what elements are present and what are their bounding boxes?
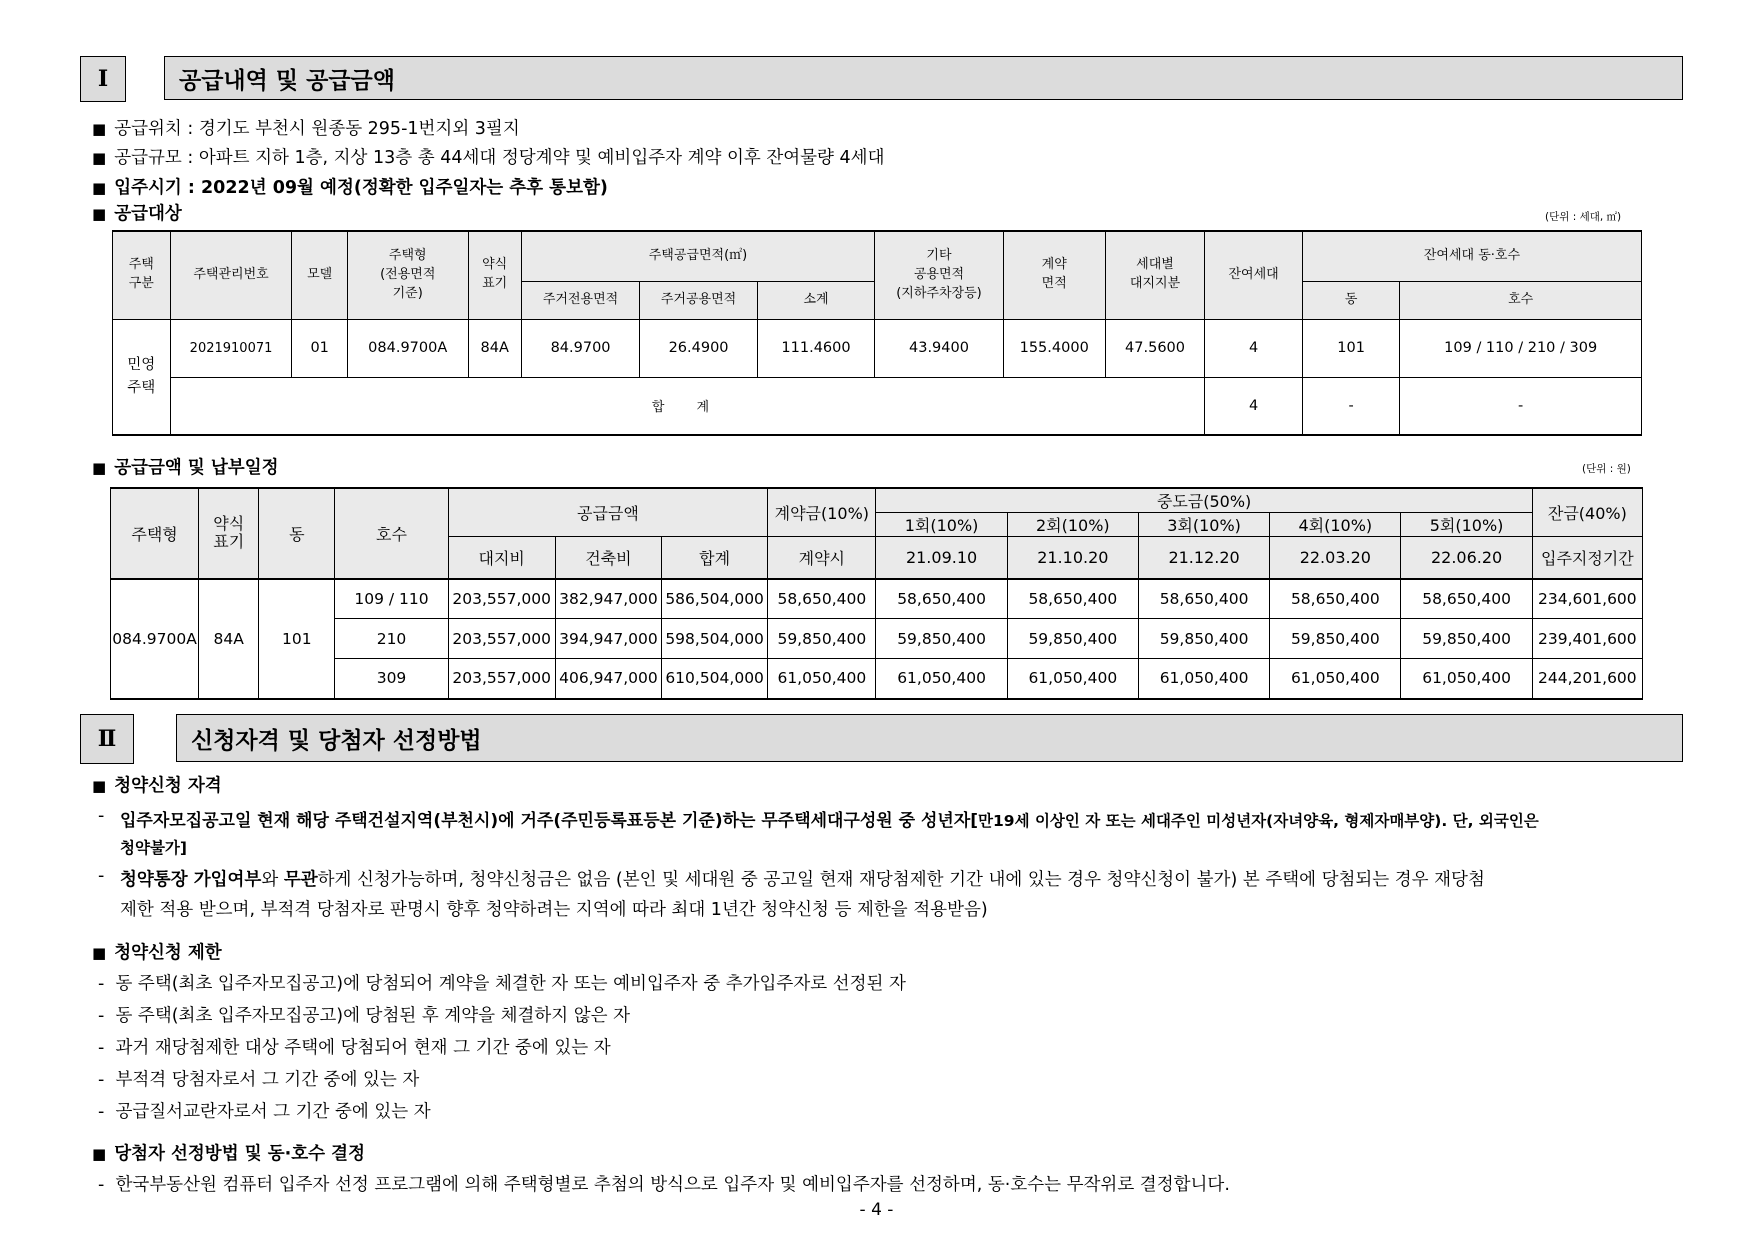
bullet-icon: ■ [92,179,107,197]
section-number-1: I [80,56,126,102]
cell-dong: 101 [1302,319,1399,377]
total-label: 합 계 [170,377,1205,435]
cell-housing-type: 084.9700A [347,319,468,377]
cell-land-share: 47.5600 [1105,319,1205,377]
cell-building: 382,947,000 [555,579,661,619]
cell-land: 203,557,000 [448,659,555,699]
header-date-3: 21.12.20 [1138,537,1269,579]
header-balance: 잔금(40%) [1532,488,1642,537]
section-title-2: 신청자격 및 당첨자 선정방법 [176,714,1683,762]
restriction-item: - 과거 재당첨제한 대상 주택에 당첨되어 현재 그 기간 중에 있는 자 [98,1038,611,1058]
header-land-share: 세대별 대지지분 [1105,231,1205,319]
cell-building: 406,947,000 [555,659,661,699]
cell-exclusive: 84.9700 [521,319,640,377]
eligibility-title: ■ 청약신청 자격 [92,776,222,796]
header-dong: 동 [1302,281,1399,319]
bullet-icon: ■ [92,777,107,795]
bullet-icon: ■ [92,459,107,477]
cell-interim-2: 58,650,400 [1007,579,1138,619]
table-row [111,579,1643,619]
header-supply-area: 주택공급면적(㎡) [521,231,874,281]
header-model: 모델 [292,231,347,319]
cell-interim-3: 61,050,400 [1138,659,1269,699]
housing-category: 민영 주택 [113,319,171,435]
restriction-item: - 동 주택(최초 입주자모집공고)에 당첨되어 계약을 체결한 자 또는 예비입주자 중 추가입주자로 선정된 자 [98,974,906,994]
cell-common: 26.4900 [640,319,757,377]
supply-target-title: ■ 공급대상 [92,204,182,224]
selection-text: - 한국부동산원 컴퓨터 입주자 선정 프로그램에 의해 주택형별로 추첨의 방식으로 입주자 및 예비입주자를 선정하며, 동·호수는 무작위로 결정합니다. [98,1175,1230,1195]
cell-deposit: 59,850,400 [768,619,876,659]
bullet-icon: ■ [92,1145,107,1163]
table-row [113,319,1642,377]
cell-land: 203,557,000 [448,579,555,619]
eligibility-item-2-cont: 제한 적용 받으며, 부적격 당첨자로 판명시 향후 청약하려는 지역에 따라 최대 1년간 청약신청 등 제한을 적용받음) [120,900,988,920]
eligibility-item-2: 청약통장 가입여부와 무관하게 신청가능하며, 청약신청금은 없음 (본인 및 세대원 중 공고일 현재 재당첨제한 기간 내에 있는 경우 청약신청이 불가) 본 주택에 당첨되는 경우 재당첨 [120,870,1485,890]
cell-subtotal: 111.4600 [757,319,874,377]
header-interim-5: 5회(10%) [1401,513,1532,537]
table-row [111,659,1643,699]
cell-interim-3: 59,850,400 [1138,619,1269,659]
cell-ho: 109 / 110 [335,579,448,619]
header-date-4: 22.03.20 [1270,537,1401,579]
target-unit: (단위 : 세대, ㎡) [1545,211,1622,223]
header-interim-2: 2회(10%) [1007,513,1138,537]
header-housing-type: 주택형 (전용면적 기준) [347,231,468,319]
header-interim-4: 4회(10%) [1270,513,1401,537]
header-abbr: 약식 표기 [199,488,259,579]
cell-interim-1: 61,050,400 [876,659,1007,699]
cell-total: 598,504,000 [662,619,768,659]
bullet-icon: ■ [92,944,107,962]
dash-marker: - [98,806,105,826]
header-balance-when: 입주지정기간 [1532,537,1642,579]
total-remaining: 4 [1205,377,1302,435]
cell-ho: 109 / 110 / 210 / 309 [1400,319,1642,377]
cell-ho: 309 [335,659,448,699]
cell-housing-type: 084.9700A [111,579,199,699]
header-dong: 동 [259,488,335,579]
cell-abbr: 84A [199,579,259,699]
header-ho: 호수 [1400,281,1642,319]
total-ho: - [1400,377,1642,435]
header-building: 건축비 [555,537,661,579]
payment-title: ■ 공급금액 및 납부일정 [92,458,279,478]
cell-interim-5: 59,850,400 [1401,619,1532,659]
header-supply-price: 공급금액 [448,488,768,537]
cell-total: 610,504,000 [662,659,768,699]
header-date-2: 21.10.20 [1007,537,1138,579]
cell-remaining: 4 [1205,319,1302,377]
cell-interim-3: 58,650,400 [1138,579,1269,619]
cell-other-common: 43.9400 [875,319,1004,377]
cell-interim-5: 58,650,400 [1401,579,1532,619]
restrictions-title: ■ 청약신청 제한 [92,943,222,963]
header-housing-type: 주택형 [111,488,199,579]
section-number-2: Ⅱ [80,714,134,764]
supply-scale: ■ 공급규모 : 아파트 지하 1층, 지상 13층 총 44세대 정당계약 및 예비입주자 계약 이후 잔여물량 4세대 [92,148,885,168]
cell-balance: 234,601,600 [1532,579,1642,619]
header-subtotal: 소계 [757,281,874,319]
cell-interim-4: 61,050,400 [1270,659,1401,699]
cell-land: 203,557,000 [448,619,555,659]
header-interim: 중도금(50%) [876,488,1532,513]
section-title-1: 공급내역 및 공급금액 [164,56,1683,100]
header-date-1: 21.09.10 [876,537,1007,579]
total-dong: - [1302,377,1399,435]
cell-deposit: 61,050,400 [768,659,876,699]
header-exclusive: 주거전용면적 [521,281,640,319]
move-in-period: ■ 입주시기 : 2022년 09월 예정(정확한 입주일자는 추후 통보함) [92,178,608,198]
cell-interim-4: 58,650,400 [1270,579,1401,619]
header-remaining-units: 잔여세대 동·호수 [1302,231,1641,281]
cell-interim-4: 59,850,400 [1270,619,1401,659]
header-total: 합계 [662,537,768,579]
payment-unit: (단위 : 원) [1582,463,1631,475]
header-interim-3: 3회(10%) [1138,513,1269,537]
header-mgmt-no: 주택관리번호 [170,231,292,319]
selection-title: ■ 당첨자 선정방법 및 동·호수 결정 [92,1144,365,1164]
cell-interim-1: 58,650,400 [876,579,1007,619]
restriction-item: - 동 주택(최초 입주자모집공고)에 당첨된 후 계약을 체결하지 않은 자 [98,1006,631,1026]
bullet-icon: ■ [92,120,107,138]
cell-ho: 210 [335,619,448,659]
cell-contract-area: 155.4000 [1003,319,1105,377]
total-row [113,377,1642,435]
header-housing-category: 주택 구분 [113,231,171,319]
page-number: - 4 - [859,1200,894,1220]
eligibility-item-1-cont: 청약불가] [120,839,187,857]
header-abbr: 약식 표기 [468,231,521,319]
header-ho: 호수 [335,488,448,579]
bullet-icon: ■ [92,205,107,223]
cell-interim-2: 59,850,400 [1007,619,1138,659]
header-interim-1: 1회(10%) [876,513,1007,537]
bullet-icon: ■ [92,149,107,167]
header-deposit-when: 계약시 [768,537,876,579]
cell-balance: 244,201,600 [1532,659,1642,699]
header-date-5: 22.06.20 [1401,537,1532,579]
header-other-common: 기타 공용면적 (지하주차장등) [875,231,1004,319]
cell-abbr: 84A [468,319,521,377]
header-common: 주거공용면적 [640,281,757,319]
payment-table [110,487,1643,700]
cell-balance: 239,401,600 [1532,619,1642,659]
eligibility-item-1: 입주자모집공고일 현재 해당 주택건설지역(부천시)에 거주(주민등록표등본 기준)하는 무주택세대구성원 중 성년자[만19세 이상인 자 또는 세대주인 미성년자(자녀양육, 형제자매부양). 단, 외국인은 [120,811,1539,831]
restriction-item: - 부적격 당첨자로서 그 기간 중에 있는 자 [98,1070,420,1090]
cell-dong: 101 [259,579,335,699]
restriction-item: - 공급질서교란자로서 그 기간 중에 있는 자 [98,1102,431,1122]
cell-total: 586,504,000 [662,579,768,619]
cell-deposit: 58,650,400 [768,579,876,619]
header-deposit: 계약금(10%) [768,488,876,537]
cell-mgmt-no: 2021910071 [170,319,292,377]
header-contract-area: 계약 면적 [1003,231,1105,319]
header-land: 대지비 [448,537,555,579]
cell-model: 01 [292,319,347,377]
cell-interim-1: 59,850,400 [876,619,1007,659]
dash-marker: - [98,866,105,886]
supply-location: ■ 공급위치 : 경기도 부천시 원종동 295-1번지외 3필지 [92,119,520,139]
header-remaining: 잔여세대 [1205,231,1302,319]
cell-interim-2: 61,050,400 [1007,659,1138,699]
cell-building: 394,947,000 [555,619,661,659]
table-row [111,619,1643,659]
supply-target-table [112,230,1642,436]
cell-interim-5: 61,050,400 [1401,659,1532,699]
